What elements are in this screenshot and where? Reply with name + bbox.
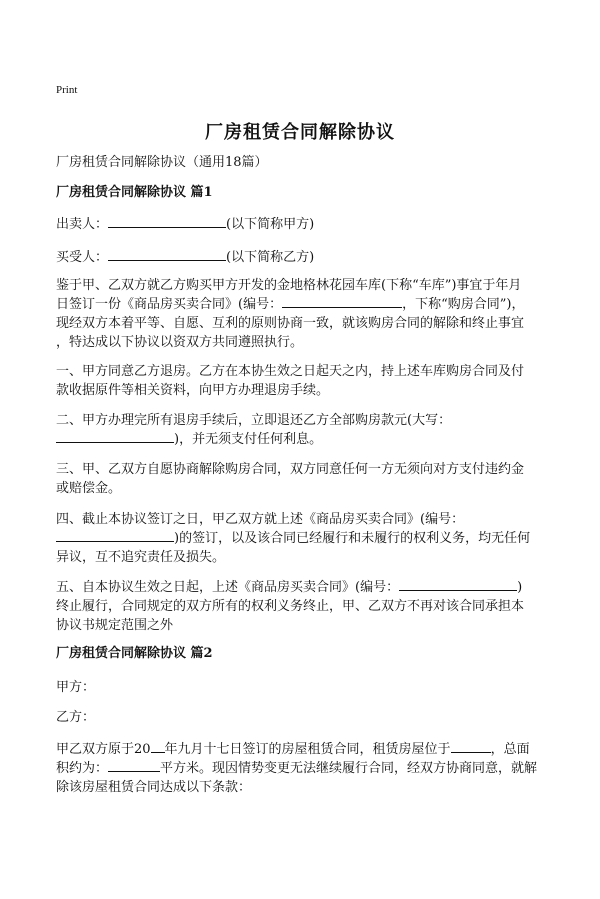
clause-2: [56, 411, 548, 449]
article2-line-3: 除该房屋租赁合同达成以下条款：: [56, 780, 252, 795]
party-b: 乙方：: [56, 710, 96, 725]
clause-3-line-2: 或赔偿金。: [56, 481, 122, 496]
intro-line-2b: ，下称“购房合同”)，: [402, 297, 525, 312]
clause-2-line-2-text: )，并无须支付任何利息。: [174, 432, 323, 447]
location-blank: [451, 740, 491, 753]
amount-blank: [56, 430, 174, 443]
clause-2-line-2: [56, 430, 548, 449]
document-title: 厂房租赁合同解除协议: [205, 122, 395, 143]
buyer-suffix: (以下简称乙方): [226, 250, 315, 265]
intro-line-2: [56, 295, 548, 314]
article2-line-1: [56, 740, 548, 759]
article2-line-2b: 平方米。现因情势变更无法继续履行合同，经双方协商同意，就解: [160, 761, 538, 776]
article1-heading: 厂房租赁合同解除协议 篇1: [56, 185, 213, 200]
clause-5: [56, 578, 548, 635]
article2-line-2a: 积约为：: [56, 761, 109, 776]
clause-3-line-1: 三、甲、乙双方自愿协商解除购房合同，双方同意任何一方无须向对方支付违约金: [56, 462, 525, 477]
clause-5-line-2: 终止履行，合同规定的双方所有的权利义务终止，甲、乙双方不再对该合同承担本: [56, 599, 525, 614]
intro-paragraph: [56, 276, 548, 352]
clause-5-number-blank: [399, 578, 517, 591]
buyer-line: [56, 248, 548, 267]
clause-4-line-2-text: )的签订，以及该合同已经履行和未履行的权利义务，均无任何: [174, 531, 531, 546]
area-blank: [108, 759, 160, 772]
print-link[interactable]: Print: [56, 84, 78, 96]
seller-suffix: (以下简称甲方): [226, 217, 315, 232]
clause-1-line-2: 款收据原件等相关资料，向甲方办理退房手续。: [56, 383, 330, 398]
clause-5-line-1-text: 五、自本协议生效之日起，上述《商品房买卖合同》(编号：: [56, 580, 400, 595]
intro-line-2a: 日签订一份《商品房买卖合同》(编号：: [56, 297, 283, 312]
intro-line-4: ，特达成以下协议以资双方共同遵照执行。: [56, 335, 304, 350]
buyer-label: 买受人：: [56, 250, 109, 265]
intro-line-1: 鉴于甲、乙双方就乙方购买甲方开发的金地格林花园车库(下称“车库”)事宜于年月: [56, 278, 522, 293]
article2-paragraph: [56, 740, 548, 797]
clause-4-line-3: 异议，互不追究责任及损失。: [56, 550, 226, 565]
party-a: 甲方：: [56, 680, 96, 695]
clause-4-line-1: 四、截止本协议签订之日，甲乙双方就上述《商品房买卖合同》(编号：: [56, 512, 465, 527]
document-subtitle: 厂房租赁合同解除协议（通用18篇）: [56, 155, 268, 170]
clause-1-line-1: 一、甲方同意乙方退房。乙方在本协生效之日起天之内，持上述车库购房合同及付: [56, 364, 525, 379]
clause-5-close-paren: ): [517, 580, 523, 595]
seller-line: [56, 215, 548, 234]
clause-4-line-2: [56, 529, 548, 548]
seller-label: 出卖人：: [56, 217, 109, 232]
clause-4-number-blank: [56, 529, 174, 542]
year-blank: [151, 740, 165, 753]
clause-4: [56, 510, 548, 567]
clause-1: [56, 362, 548, 400]
seller-blank: [108, 215, 226, 228]
clause-5-line-3: 协议书规定范围之外: [56, 618, 174, 633]
clause-3: [56, 460, 548, 498]
clause-5-line-1: [56, 578, 548, 597]
article2-line-2: [56, 759, 548, 778]
article2-line-1b: 年九月十七日签订的房屋租赁合同，租赁房屋位于: [164, 742, 451, 757]
article2-line-1c: ，总面: [490, 742, 530, 757]
contract-number-blank: [282, 295, 402, 308]
buyer-blank: [108, 248, 226, 261]
intro-line-3: 现经双方本着平等、自愿、互利的原则协商一致，就该购房合同的解除和终止事宜: [56, 316, 525, 331]
clause-2-line-1: 二、甲方办理完所有退房手续后，立即退还乙方全部购房款元(大写：: [56, 413, 452, 428]
article2-line-1a: 甲乙双方原于20: [56, 742, 151, 757]
article2-heading: 厂房租赁合同解除协议 篇2: [56, 646, 213, 661]
